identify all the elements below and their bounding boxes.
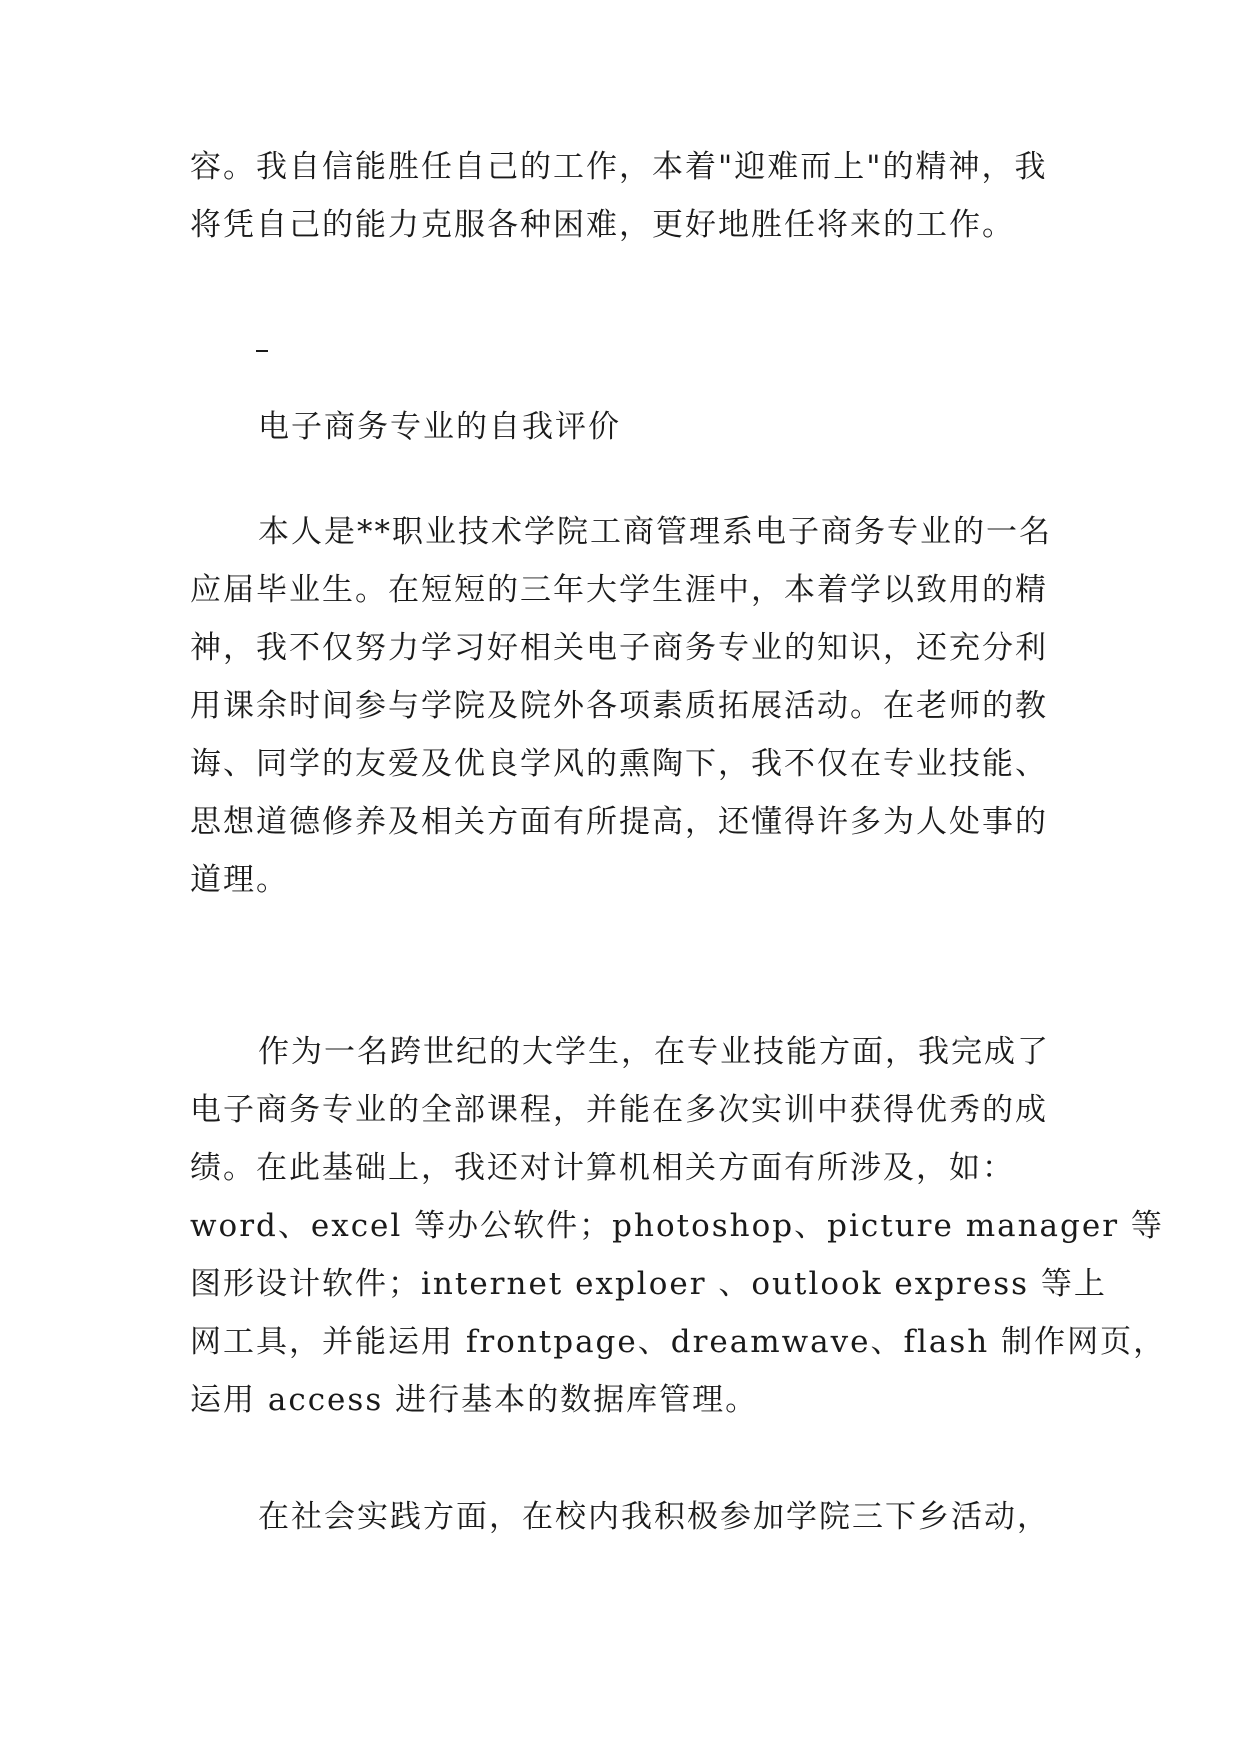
text-line: 道理。 <box>190 862 289 898</box>
paragraph-1 <box>190 503 1070 909</box>
text-line: word、excel 等办公软件；photoshop、picture manager 等 <box>190 1208 1164 1244</box>
text-line: 用课余时间参与学院及院外各项素质拓展活动。在老师的教 <box>190 688 1048 724</box>
text-line: 诲、同学的友爱及优良学风的熏陶下，我不仅在专业技能、 <box>190 746 1048 782</box>
text-line: 图形设计软件；internet exploer 、outlook express 等上 <box>190 1266 1107 1302</box>
text-line: 将凭自己的能力克服各种困难，更好地胜任将来的工作。 <box>190 207 1015 243</box>
paragraph-2 <box>190 1023 1167 1429</box>
section-heading-block <box>190 398 1070 456</box>
paragraph-3 <box>190 1488 1070 1546</box>
dash-mark <box>256 350 268 352</box>
text-line: 绩。在此基础上，我还对计算机相关方面有所涉及，如： <box>190 1150 1015 1186</box>
text-line: 容。我自信能胜任自己的工作，本着"迎难而上"的精神，我 <box>190 149 1048 185</box>
text-line: 思想道德修养及相关方面有所提高，还懂得许多为人处事的 <box>190 804 1048 840</box>
text-line: 电子商务专业的全部课程，并能在多次实训中获得优秀的成 <box>190 1092 1048 1128</box>
intro-paragraph <box>190 138 1070 254</box>
text-line: 神，我不仅努力学习好相关电子商务专业的知识，还充分利 <box>190 630 1048 666</box>
section-heading: 电子商务专业的自我评价 <box>258 409 621 445</box>
text-line: 作为一名跨世纪的大学生，在专业技能方面，我完成了 <box>258 1034 1050 1070</box>
text-line: 应届毕业生。在短短的三年大学生涯中，本着学以致用的精 <box>190 572 1048 608</box>
text-line: 在社会实践方面，在校内我积极参加学院三下乡活动， <box>258 1499 1050 1535</box>
text-line: 运用 access 进行基本的数据库管理。 <box>190 1382 759 1418</box>
text-line: 网工具，并能运用 frontpage、dreamwave、flash 制作网页， <box>190 1324 1167 1360</box>
text-line: 本人是**职业技术学院工商管理系电子商务专业的一名 <box>258 514 1052 550</box>
